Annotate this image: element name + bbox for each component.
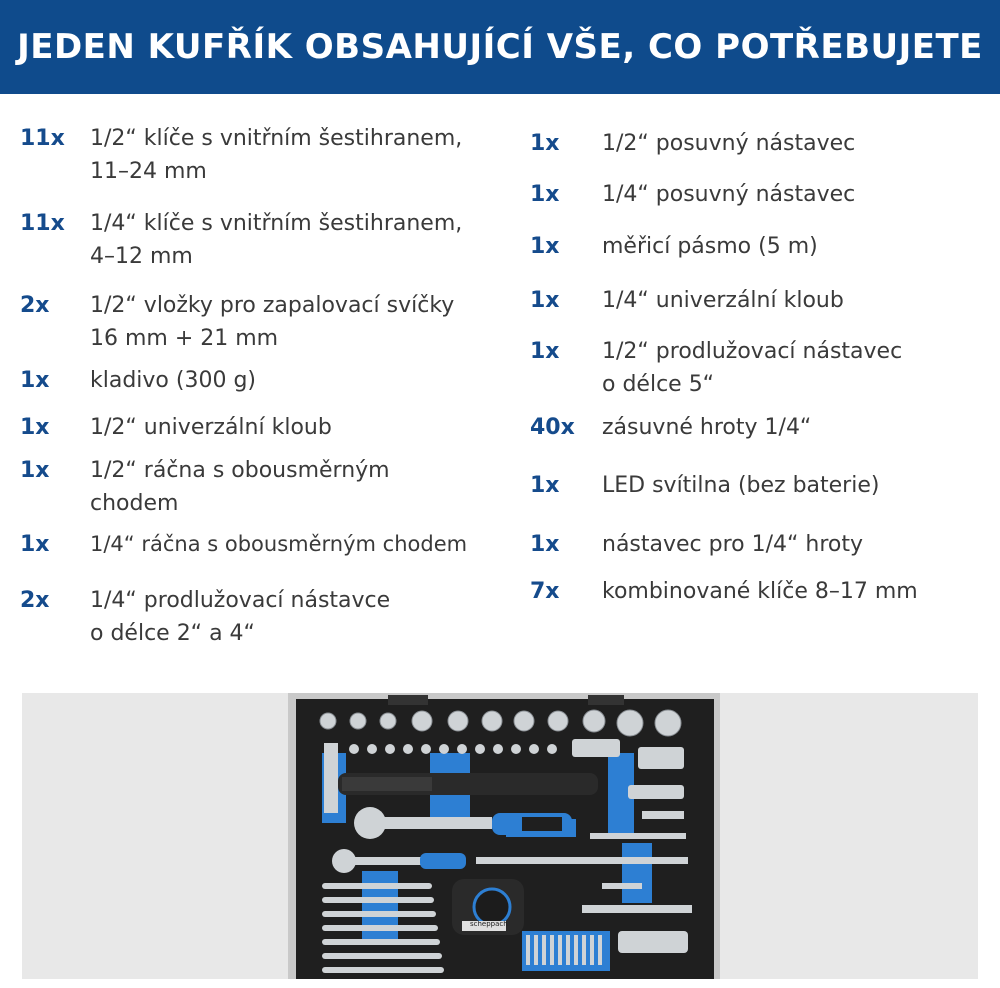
item-desc-line: 11–24 mm (90, 159, 207, 184)
item-quantity: 40x (530, 415, 575, 440)
item-desc-line: 1/2“ ráčna s obousměrným (90, 458, 390, 483)
list-item (20, 528, 510, 561)
item-desc-line: měřicí pásmo (5 m) (602, 234, 818, 259)
list-item (20, 122, 500, 188)
item-desc-line: 1/4“ posuvný nástavec (602, 182, 856, 207)
list-item (530, 127, 980, 160)
product-photo (22, 693, 978, 979)
list-item (20, 584, 500, 650)
page-title: JEDEN KUFŘÍK OBSAHUJÍCÍ VŠE, CO POTŘEBUJETE (17, 27, 983, 67)
item-quantity: 1x (530, 339, 560, 364)
item-quantity: 1x (20, 415, 50, 440)
item-quantity: 11x (20, 126, 65, 151)
item-desc-line: 1/4“ ráčna s obousměrným chodem (90, 532, 468, 556)
list-item (20, 454, 500, 520)
list-item (20, 289, 500, 355)
item-desc-line: 1/4“ prodlužovací nástavce (90, 588, 391, 613)
list-item (20, 411, 500, 444)
item-desc-line: zásuvné hroty 1/4“ (602, 415, 812, 440)
list-item (530, 284, 980, 317)
item-quantity: 1x (20, 458, 50, 483)
item-desc-line: chodem (90, 491, 179, 516)
item-desc-line: 4–12 mm (90, 244, 193, 269)
item-desc-line: o délce 5“ (602, 372, 715, 397)
header-banner (0, 0, 1000, 94)
list-item (530, 230, 980, 263)
item-quantity: 1x (530, 473, 560, 498)
item-desc-line: 1/4“ klíče s vnitřním šestihranem, (90, 211, 463, 236)
list-item (530, 411, 980, 444)
item-desc-line: 1/2“ prodlužovací nástavec (602, 339, 903, 364)
list-item (530, 178, 980, 211)
item-desc-line: kladivo (300 g) (90, 368, 256, 393)
list-item (530, 575, 980, 608)
item-desc-line: LED svítilna (bez baterie) (602, 473, 880, 498)
item-desc-line: kombinované klíče 8–17 mm (602, 579, 918, 604)
list-item (530, 335, 980, 401)
item-quantity: 2x (20, 588, 50, 613)
item-desc-line: o délce 2“ a 4“ (90, 621, 255, 646)
item-desc-line: nástavec pro 1/4“ hroty (602, 532, 864, 557)
item-desc-line: 1/2“ posuvný nástavec (602, 131, 856, 156)
item-quantity: 2x (20, 293, 50, 318)
item-desc-line: 16 mm + 21 mm (90, 326, 279, 351)
item-quantity: 1x (530, 182, 560, 207)
item-quantity: 1x (20, 368, 50, 393)
item-desc-line: 1/4“ univerzální kloub (602, 288, 844, 313)
toolbox-illustration (22, 693, 978, 979)
list-item (20, 364, 500, 397)
item-desc-line: 1/2“ klíče s vnitřním šestihranem, (90, 126, 463, 151)
item-quantity: 1x (530, 532, 560, 557)
item-quantity: 1x (20, 532, 50, 557)
item-quantity: 11x (20, 211, 65, 236)
list-item (20, 207, 500, 273)
item-quantity: 7x (530, 579, 560, 604)
item-quantity: 1x (530, 131, 560, 156)
list-item (530, 528, 980, 561)
item-desc-line: 1/2“ vložky pro zapalovací svíčky (90, 293, 455, 318)
brand-logo: scheppach (470, 920, 508, 928)
item-quantity: 1x (530, 234, 560, 259)
item-quantity: 1x (530, 288, 560, 313)
item-desc-line: 1/2“ univerzální kloub (90, 415, 332, 440)
list-item (530, 469, 980, 502)
